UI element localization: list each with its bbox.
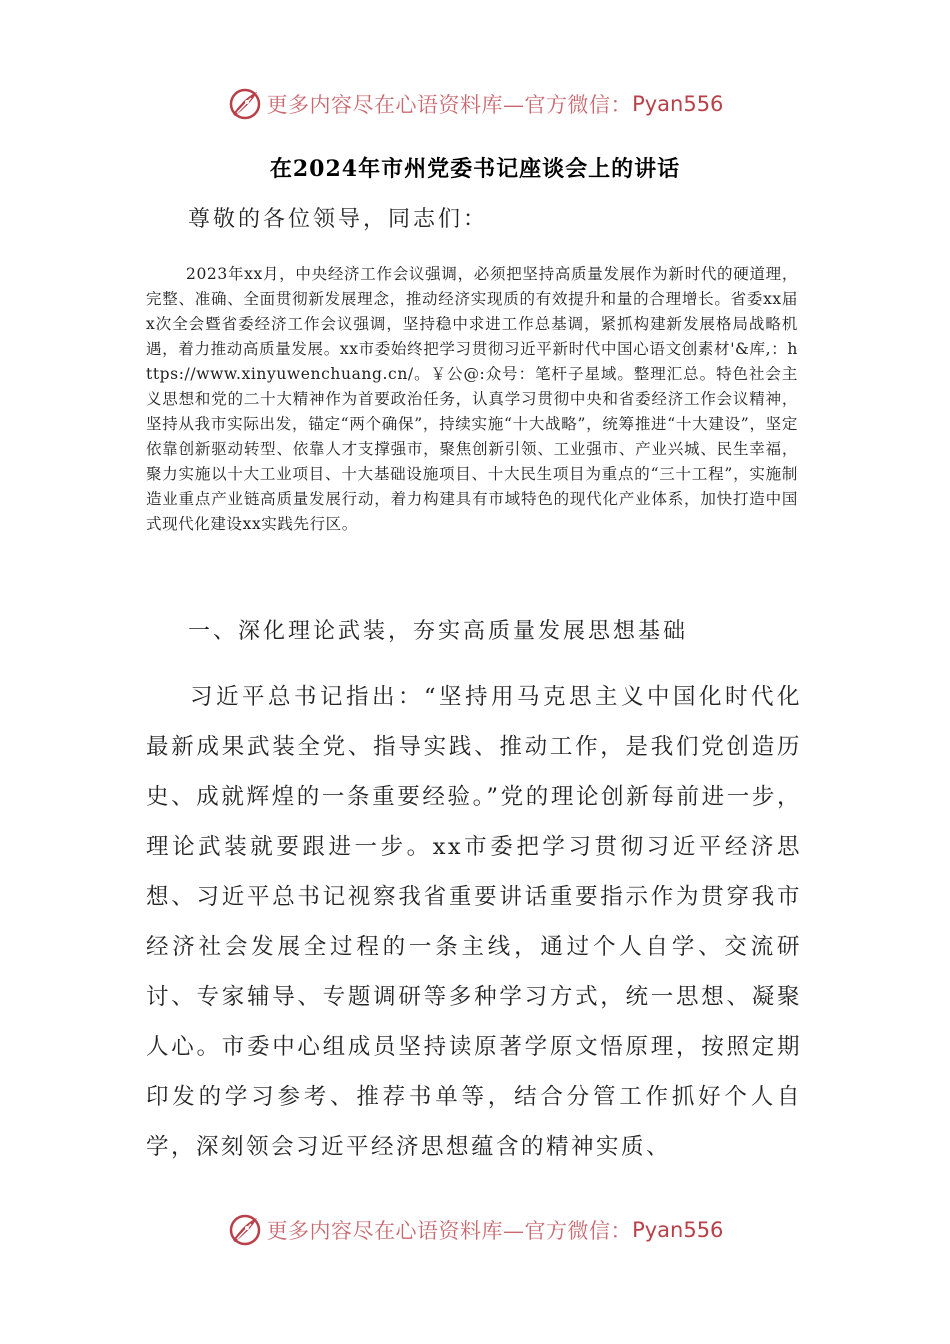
pen-nib-logo-icon (227, 86, 263, 122)
banner-text: 更多内容尽在心语资料库—官方微信： (266, 93, 633, 117)
banner-text: 更多内容尽在心语资料库—官方微信： (266, 1219, 633, 1243)
section-1-paragraph: 习近平总书记指出：“坚持用马克思主义中国化时代化最新成果武装全党、指导实践、推动工作，是我们党创造历史、成就辉煌的一条重要经验。”党的理论创新每前进一步，理论武装就要跟进一步。xx市委把学习贯彻习近平经济思想、习近平总书记视察我省重要讲话重要指示作为贯穿我市经济社会发展全过程的一条主线，通过个人自学、交流研讨、专家辅导、专题调研等多种学习方式，统一思想、凝聚人心。市委中心组成员坚持读原著学原文悟原理，按照定期印发的学习参考、推荐书单等，结合分管工作抓好个人自学，深刻领会习近平经济思想蕴含的精神实质、 (146, 684, 802, 1160)
pen-nib-logo-icon (227, 1212, 263, 1248)
header-watermark-banner (0, 84, 950, 124)
footer-watermark-banner (0, 1210, 950, 1250)
salutation: 尊敬的各位领导，同志们： (188, 207, 489, 232)
intro-paragraph: 2023年xx月，中央经济工作会议强调，必须把坚持高质量发展作为新时代的硬道理，完整、准确、全面贯彻新发展理念，推动经济实现质的有效提升和量的合理增长。省委xx届x次全会暨省委经济工作会议强调，坚持稳中求进工作总基调，紧抓构建新发展格局战略机遇，着力推动高质量发展。xx市委始终把学习贯彻习近平新时代中国心语文创素材'&库,：https://www.xinyuwenchuang.cn/。￥公@:众号：笔杆子星域。整理汇总。特色社会主义思想和党的二十大精神作为首要政治任务，认真学习贯彻中央和省委经济工作会议精神，坚持从我市实际出发，锚定“两个确保”，持续实施“十大战略”，统筹推进“十大建设”，坚定依靠创新驱动转型、依靠人才支撑强市，聚焦创新引领、工业强市、产业兴城、民生幸福，聚力实施以十大工业项目、十大基础设施项目、十大民生项目为重点的“三十工程”，实施制造业重点产业链高质量发展行动，着力构建具有市域特色的现代化产业体系，加快打造中国式现代化建设xx实践先行区。 (146, 265, 798, 533)
section-heading-1: 一、深化理论武装，夯实高质量发展思想基础 (188, 619, 689, 644)
banner-wechat-id: Pyan556 (632, 92, 724, 116)
banner-wechat-id: Pyan556 (632, 1218, 724, 1242)
document-title: 在2024年市州党委书记座谈会上的讲话 (269, 156, 681, 182)
